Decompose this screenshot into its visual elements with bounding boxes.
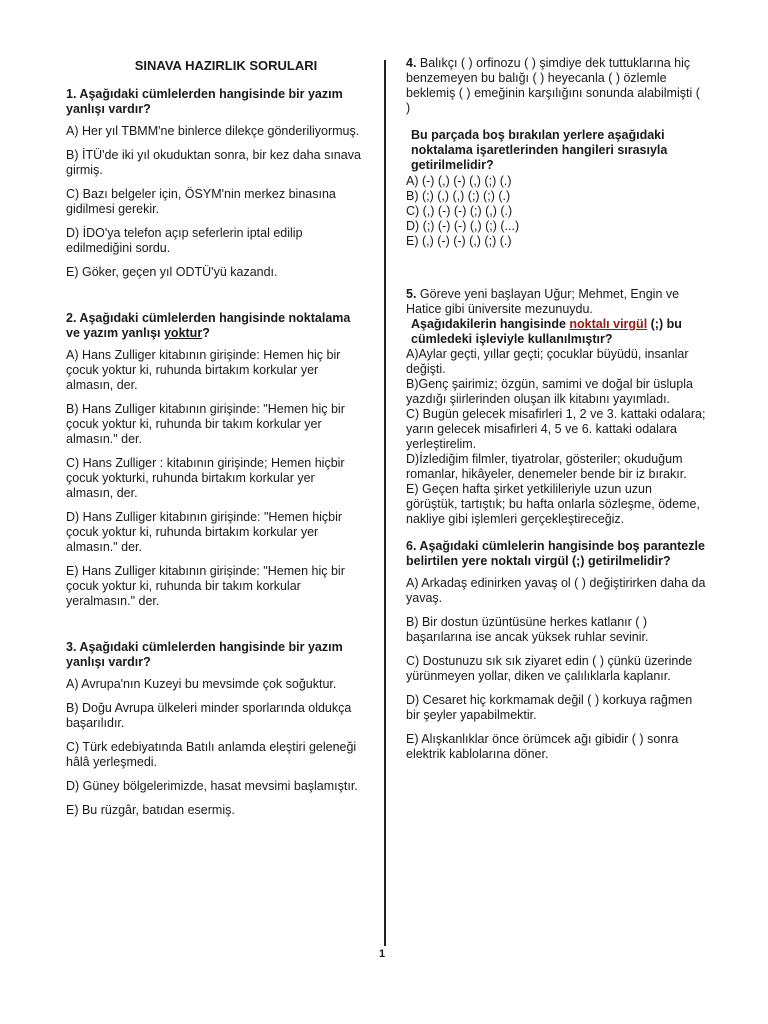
question-3-text: 3. Aşağıdaki cümlelerden hangisinde bir yazım yanlışı vardır? [66,640,343,669]
q4-passage [406,56,706,116]
question-6-text: 6. Aşağıdaki cümlelerin hangisinde boş parantezle belirtilen yere noktalı virgül (;) getirilmelidir? [406,539,705,568]
column-divider [384,60,386,946]
q5-option-c: C) Bugün gelecek misafirleri 1, 2 ve 3. kattaki odalara; yarın gelecek misafirleri 4, 5 ve 6. kattaki odalara yerleştirelim. [406,407,706,451]
question-2 [66,311,364,609]
q1-option-b: B) İTÜ'de iki yıl okuduktan sonra, bir kez daha sınava girmiş. [66,148,361,177]
q6-option-a: A) Arkadaş edinirken yavaş ol ( ) değiştirirken daha da yavaş. [406,576,706,605]
q2-text-pre: 2. Aşağıdaki cümlelerden hangisinde noktalama ve yazım yanlışı [66,311,351,340]
q6-option-d: D) Cesaret hiç korkmamak değil ( ) korkuya rağmen bir şeyler yapabilmektir. [406,693,693,722]
q1-option-a: A) Her yıl TBMM'ne binlerce dilekçe gönderiliyormuş. [66,124,360,138]
q1-option-e: E) Göker, geçen yıl ODTÜ'yü kazandı. [66,265,278,279]
q4-passage-text: Balıkçı ( ) orfinozu ( ) şimdiye dek tuttuklarına hiç benzemeyen bu balığı ( ) heyecanla ( ) özlemle beklemiş ( ) emeğinin karşılığını sonunda alabilmişti ( ) [406,56,700,115]
q2-text-post: ? [202,326,210,340]
q2-text-underlined: yoktur [163,326,203,340]
q3-option-d: D) Güney bölgelerimizde, hasat mevsimi başlamıştır. [66,779,358,793]
q5-option-d: D)İzlediğim filmler, tiyatrolar, gösteriler; okuduğum romanlar, hikâyeler, denemeler bende bir iz bırakır. [406,452,687,481]
q3-option-c: C) Türk edebiyatında Batılı anlamda eleştiri geleneği hâlâ yerleşmedi. [66,740,357,769]
q4-option-e: E) (,) (-) (-) (,) (;) (.) [406,234,512,248]
left-column [66,56,364,827]
question-4-text: Bu parçada boş bırakılan yerlere aşağıdaki noktalama işaretlerinden hangileri sırasıyla getirilmelidir? [411,128,668,172]
question-1 [66,87,364,280]
q5-option-a: A)Aylar geçti, yıllar geçti; çocuklar büyüdü, insanlar değişti. [406,347,689,376]
q3-option-a: A) Avrupa'nın Kuzeyi bu mevsimde çok soğuktur. [66,677,337,691]
q4-option-a: A) (-) (,) (-) (,) (;) (.) [406,174,512,188]
q4-option-d: D) (;) (-) (-) (,) (;) (...) [406,219,520,233]
q5-number: 5. [406,287,417,301]
q6-option-b: B) Bir dostun üzüntüsüne herkes katlanır ( ) başarılarına ise ancak yüksek ruhlar sevinir. [406,615,649,644]
question-4 [406,56,706,249]
q5-option-e: E) Geçen hafta şirket yetkilileriyle uzun uzun görüştük, tartıştık; bu hafta onlarla sözleşme, ödeme, nakliye gibi işlemleri gerçekleştireceğiz. [406,482,700,526]
question-6 [406,539,706,762]
q5-text-highlight: noktalı virgül [569,317,648,331]
page-number: 1 [379,948,386,960]
q2-option-c: C) Hans Zulliger : kitabının girişinde; Hemen hiçbir çocuk yokturki, ruhunda birtakım korkular yer almasın, der. [66,456,345,500]
q1-option-c: C) Bazı belgeler için, ÖSYM'nin merkez binasına gidilmesi gerekir. [66,187,336,216]
question-5-text [411,317,706,347]
right-column [406,56,706,771]
q5-text-post: (;) bu cümledeki işleviyle kullanılmıştır? [411,317,682,346]
question-3 [66,640,364,818]
q5-option-b: B)Genç şairimiz; özgün, samimi ve doğal bir üslupla yazdığı şiirlerinden oluşan ilk kitabını yayımladı. [406,377,693,406]
q2-option-a: A) Hans Zulliger kitabının girişinde: Hemen hiç bir çocuk yoktur ki, ruhunda birtakım korkular yer almasın, der. [66,348,341,392]
q1-option-d: D) İDO'ya telefon açıp seferlerin iptal edilip edilmediğini sordu. [66,226,303,255]
q6-option-c: C) Dostunuzu sık sık ziyaret edin ( ) çünkü üzerinde yürünmeyen yollar, diken ve çalılıklarla kaplanır. [406,654,693,683]
q2-option-e: E) Hans Zulliger kitabının girişinde: "Hemen hiç bir çocuk yoktur ki, ruhunda bir takım korkular yeralmasın." der. [66,564,345,608]
question-2-text [66,311,364,341]
q6-option-e: E) Alışkanlıklar önce örümcek ağı gibidir ( ) sonra elektrik kablolarına döner. [406,732,679,761]
q5-text-pre: Aşağıdakilerin hangisinde [411,317,570,331]
q5-passage-text: Göreve yeni başlayan Uğur; Mehmet, Engin ve Hatice gibi üniversite mezunuydu. [406,287,680,316]
q4-number: 4. [406,56,417,70]
question-1-text: 1. Aşağıdaki cümlelerden hangisinde bir yazım yanlışı vardır? [66,87,343,116]
q3-option-e: E) Bu rüzgâr, batıdan esermiş. [66,803,235,817]
q4-option-c: C) (,) (-) (-) (;) (,) (.) [406,204,513,218]
question-5 [406,287,706,527]
q2-option-b: B) Hans Zulliger kitabının girişinde: "Hemen hiç bir çocuk yoktur ki, ruhunda bir takım korkular yer almasın." der. [66,402,345,446]
q4-option-b: B) (;) (,) (,) (;) (;) (.) [406,189,511,203]
page-title: SINAVA HAZIRLIK SORULARI [134,58,318,73]
q3-option-b: B) Doğu Avrupa ülkeleri minder sporlarında oldukça başarılıdır. [66,701,352,730]
q5-passage [406,287,706,317]
q2-option-d: D) Hans Zulliger kitabının girişinde: "Hemen hiçbir çocuk yoktur ki, ruhunda birtakım korkular yer almasın." der. [66,510,343,554]
